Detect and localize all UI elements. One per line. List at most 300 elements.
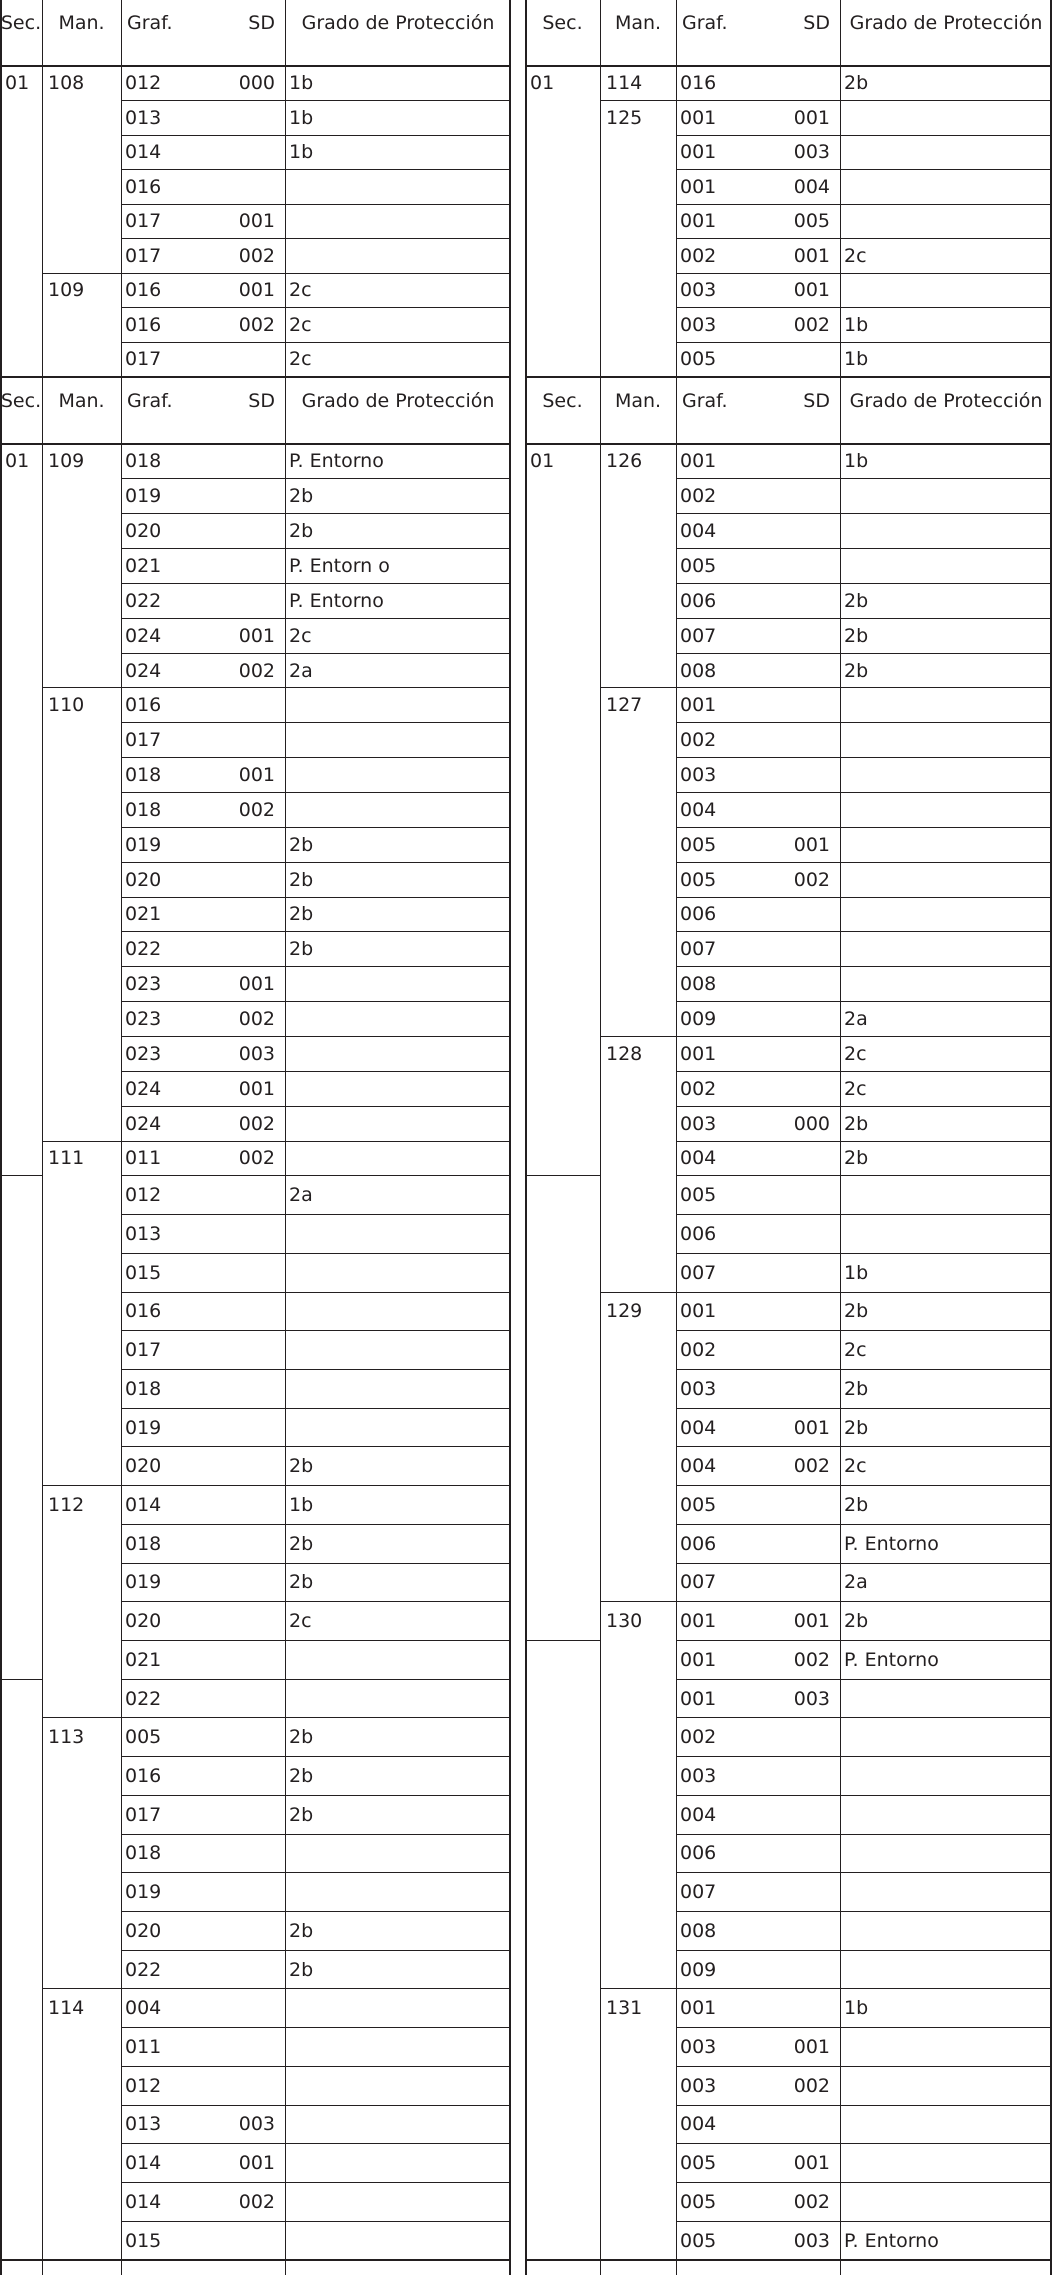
row-rule bbox=[676, 135, 1052, 136]
man-group-rule bbox=[600, 687, 676, 688]
graf-value: 003 bbox=[680, 1114, 717, 1134]
grado-value: 1b bbox=[844, 1263, 869, 1283]
row-rule bbox=[121, 2105, 511, 2106]
sd-value: 002 bbox=[793, 1457, 830, 1477]
row-rule bbox=[676, 1988, 1052, 1989]
row-rule bbox=[676, 548, 1052, 549]
row-rule bbox=[676, 1253, 1052, 1254]
row-rule bbox=[121, 792, 511, 793]
row-rule bbox=[121, 1911, 511, 1912]
graf-value: 002 bbox=[680, 1728, 717, 1748]
graf-value: 018 bbox=[125, 452, 162, 472]
sd-value: 001 bbox=[793, 246, 830, 266]
grado-value: 2c bbox=[844, 1457, 867, 1477]
grado-value: 2b bbox=[844, 1379, 869, 1399]
row-rule bbox=[676, 513, 1052, 514]
grado-value: P. Entorno bbox=[844, 1650, 939, 1670]
graf-value: 012 bbox=[125, 1186, 162, 1206]
graf-value: 019 bbox=[125, 487, 162, 507]
row-rule bbox=[121, 827, 511, 828]
graf-value: 016 bbox=[125, 1767, 162, 1786]
graf-value: 004 bbox=[680, 1457, 717, 1477]
man-group-rule bbox=[42, 687, 121, 688]
row-rule bbox=[676, 618, 1052, 619]
row-rule bbox=[121, 1214, 511, 1215]
man-value: 109 bbox=[48, 281, 85, 301]
grado-value: 2c bbox=[844, 1079, 867, 1099]
column-header-sec: Sec. bbox=[0, 12, 42, 34]
grado-value: 2b bbox=[844, 1302, 869, 1322]
graf-value: 020 bbox=[125, 522, 162, 542]
graf-value: 001 bbox=[680, 1302, 717, 1322]
man-value: 131 bbox=[606, 1999, 643, 2019]
man-value: 112 bbox=[48, 1495, 85, 1515]
grado-value: 2b bbox=[844, 591, 869, 611]
graf-value: 007 bbox=[680, 1263, 717, 1283]
graf-value: 001 bbox=[680, 1999, 717, 2019]
grado-value: 2b bbox=[844, 1114, 869, 1134]
row-rule bbox=[676, 1950, 1052, 1951]
row-rule bbox=[121, 2221, 511, 2222]
sd-value: 001 bbox=[238, 975, 275, 995]
sd-value: 002 bbox=[238, 246, 275, 266]
graf-value: 007 bbox=[680, 1573, 717, 1593]
row-rule bbox=[121, 1446, 511, 1447]
grado-value: 2b bbox=[289, 1534, 314, 1554]
graf-value: 016 bbox=[125, 696, 162, 716]
row-rule bbox=[676, 273, 1052, 274]
row-rule bbox=[676, 2027, 1052, 2028]
graf-value: 003 bbox=[680, 2076, 717, 2096]
column-border-left bbox=[525, 0, 527, 2275]
row-rule bbox=[676, 2182, 1052, 2183]
row-rule bbox=[676, 1292, 1052, 1293]
row-rule bbox=[121, 1106, 511, 1107]
grado-value: 2b bbox=[289, 487, 314, 507]
row-rule bbox=[121, 548, 511, 549]
man-value: 129 bbox=[606, 1302, 643, 1322]
header-rule bbox=[525, 65, 1052, 67]
sd-value: 002 bbox=[793, 1650, 830, 1670]
graf-value: 003 bbox=[680, 766, 717, 786]
grado-value: 2b bbox=[289, 1457, 314, 1477]
row-rule bbox=[121, 1640, 511, 1641]
row-rule bbox=[676, 583, 1052, 584]
man-group-rule bbox=[42, 273, 121, 274]
graf-value: 014 bbox=[125, 2154, 162, 2174]
grado-value: 2b bbox=[289, 1960, 314, 1980]
graf-value: 005 bbox=[680, 2231, 717, 2251]
man-value: 113 bbox=[48, 1728, 85, 1748]
sd-value: 002 bbox=[238, 1149, 275, 1169]
grado-value: 2c bbox=[289, 350, 312, 370]
man-group-rule bbox=[600, 1036, 676, 1037]
graf-value: 004 bbox=[680, 1418, 717, 1438]
grado-value: 2b bbox=[289, 1767, 314, 1786]
sd-value: 000 bbox=[238, 74, 275, 94]
sd-value: 001 bbox=[238, 1079, 275, 1099]
row-rule bbox=[676, 1369, 1052, 1370]
graf-value: 003 bbox=[680, 315, 717, 335]
row-rule bbox=[121, 1563, 511, 1564]
man-group-rule bbox=[600, 1292, 676, 1293]
graf-value: 006 bbox=[680, 1534, 717, 1554]
grado-value: 2c bbox=[844, 246, 867, 266]
row-rule bbox=[676, 1141, 1052, 1142]
row-rule bbox=[121, 204, 511, 205]
graf-value: 009 bbox=[680, 1010, 717, 1030]
row-rule bbox=[676, 722, 1052, 723]
graf-value: 002 bbox=[680, 1341, 717, 1361]
row-rule bbox=[121, 478, 511, 479]
man-group-rule bbox=[42, 1141, 121, 1142]
graf-value: 021 bbox=[125, 1650, 162, 1670]
sd-value: 003 bbox=[238, 2115, 275, 2135]
grado-value: 1b bbox=[844, 315, 869, 335]
graf-value: 017 bbox=[125, 1805, 162, 1825]
graf-value: 005 bbox=[680, 2154, 717, 2174]
grado-value: P. Entorno bbox=[844, 2231, 939, 2251]
column-header-sec: Sec. bbox=[542, 390, 583, 412]
sd-value: 001 bbox=[793, 835, 830, 855]
graf-value: 012 bbox=[125, 2076, 162, 2096]
row-rule bbox=[676, 1485, 1052, 1486]
row-rule bbox=[676, 1795, 1052, 1796]
grado-value: 2b bbox=[844, 74, 869, 94]
column-header-man: Man. bbox=[614, 390, 662, 412]
row-rule bbox=[121, 100, 511, 101]
row-rule bbox=[121, 583, 511, 584]
graf-value: 020 bbox=[125, 1612, 162, 1632]
row-rule bbox=[121, 1408, 511, 1409]
column-header-grado: Grado de Protección bbox=[301, 390, 495, 412]
row-rule bbox=[121, 1601, 511, 1602]
graf-value: 001 bbox=[680, 1612, 717, 1632]
graf-value: 020 bbox=[125, 1457, 162, 1477]
row-rule bbox=[676, 1175, 1052, 1176]
row-rule bbox=[121, 618, 511, 619]
row-rule bbox=[676, 1524, 1052, 1525]
graf-value: 005 bbox=[125, 1728, 162, 1748]
column-header-sd: SD bbox=[803, 14, 830, 33]
graf-value: 001 bbox=[680, 108, 717, 128]
row-rule bbox=[676, 1756, 1052, 1757]
graf-value: 007 bbox=[680, 626, 717, 646]
row-rule bbox=[121, 1756, 511, 1757]
row-rule bbox=[121, 1369, 511, 1370]
sd-value: 001 bbox=[793, 1612, 830, 1632]
man-group-rule bbox=[42, 1485, 121, 1486]
grado-value: 2c bbox=[289, 1612, 312, 1632]
graf-value: 016 bbox=[680, 74, 717, 94]
graf-value: 004 bbox=[125, 1999, 162, 2019]
grado-value: 2b bbox=[289, 522, 314, 542]
row-rule bbox=[676, 827, 1052, 828]
sd-value: 001 bbox=[793, 2154, 830, 2174]
graf-value: 011 bbox=[125, 1149, 162, 1169]
grado-value: 2c bbox=[289, 315, 312, 335]
grado-value: 2c bbox=[844, 1341, 867, 1361]
sd-value: 002 bbox=[793, 315, 830, 335]
graf-value: 020 bbox=[125, 870, 162, 890]
sd-value: 003 bbox=[238, 1044, 275, 1064]
row-rule bbox=[121, 2143, 511, 2144]
graf-value: 023 bbox=[125, 975, 162, 995]
row-rule bbox=[676, 100, 1052, 101]
graf-value: 017 bbox=[125, 1341, 162, 1361]
row-rule bbox=[676, 1834, 1052, 1835]
header-rule bbox=[525, 443, 1052, 445]
grado-value: 2a bbox=[844, 1010, 868, 1030]
sec-group-rule bbox=[525, 1640, 600, 1641]
sd-value: 003 bbox=[793, 1689, 830, 1709]
man-group-rule bbox=[600, 1601, 676, 1602]
graf-value: 002 bbox=[680, 246, 717, 266]
row-rule bbox=[676, 862, 1052, 863]
row-rule bbox=[676, 478, 1052, 479]
row-rule bbox=[121, 897, 511, 898]
graf-value: 006 bbox=[680, 1844, 717, 1864]
sd-value: 005 bbox=[793, 212, 830, 232]
row-rule bbox=[121, 1950, 511, 1951]
row-rule bbox=[676, 1872, 1052, 1873]
row-rule bbox=[676, 1330, 1052, 1331]
graf-value: 003 bbox=[680, 1767, 717, 1786]
sd-value: 001 bbox=[793, 108, 830, 128]
graf-value: 008 bbox=[680, 1921, 717, 1941]
column-header-grado: Grado de Protección bbox=[301, 12, 495, 34]
sec-man-divider bbox=[42, 0, 43, 2275]
row-rule bbox=[121, 1834, 511, 1835]
row-rule bbox=[121, 1524, 511, 1525]
row-rule bbox=[121, 307, 511, 308]
sd-value: 002 bbox=[238, 661, 275, 681]
graf-value: 005 bbox=[680, 870, 717, 890]
block-bottom-rule bbox=[525, 376, 1052, 378]
row-rule bbox=[676, 1408, 1052, 1409]
column-header-sec: Sec. bbox=[542, 12, 583, 34]
row-rule bbox=[676, 757, 1052, 758]
row-rule bbox=[676, 1036, 1052, 1037]
man-value: 127 bbox=[606, 696, 643, 716]
row-rule bbox=[121, 1253, 511, 1254]
grado-value: 2b bbox=[844, 1418, 869, 1438]
row-rule bbox=[121, 1485, 511, 1486]
graf-value: 019 bbox=[125, 1418, 162, 1438]
graf-value: 004 bbox=[680, 1805, 717, 1825]
column-header-sd: SD bbox=[248, 14, 275, 33]
sd-value: 002 bbox=[793, 2076, 830, 2096]
row-rule bbox=[121, 273, 511, 274]
sd-value: 001 bbox=[238, 281, 275, 301]
graf-value: 023 bbox=[125, 1010, 162, 1030]
row-rule bbox=[676, 342, 1052, 343]
row-rule bbox=[676, 1911, 1052, 1912]
row-rule bbox=[676, 1601, 1052, 1602]
grado-value: P. Entorno bbox=[289, 452, 384, 472]
grado-value: 2a bbox=[289, 661, 313, 681]
column-header-graf: Graf. bbox=[682, 392, 728, 411]
grado-value: 1b bbox=[289, 1495, 314, 1515]
graf-value: 005 bbox=[680, 835, 717, 855]
graf-value: 005 bbox=[680, 350, 717, 370]
graf-value: 024 bbox=[125, 626, 162, 646]
grado-value: 2b bbox=[289, 940, 314, 960]
graf-value: 014 bbox=[125, 143, 162, 163]
row-rule bbox=[676, 1001, 1052, 1002]
sd-value: 002 bbox=[238, 1010, 275, 1030]
sec-group-rule bbox=[0, 1679, 42, 1680]
graf-value: 016 bbox=[125, 1302, 162, 1322]
graf-value: 018 bbox=[125, 1379, 162, 1399]
row-rule bbox=[121, 2066, 511, 2067]
graf-value: 022 bbox=[125, 1960, 162, 1980]
graf-value: 023 bbox=[125, 1044, 162, 1064]
row-rule bbox=[121, 1988, 511, 1989]
graf-value: 002 bbox=[680, 731, 717, 751]
row-rule bbox=[676, 1640, 1052, 1641]
row-rule bbox=[121, 1795, 511, 1796]
sd-value: 001 bbox=[238, 212, 275, 232]
row-rule bbox=[676, 2105, 1052, 2106]
row-rule bbox=[676, 1106, 1052, 1107]
grado-value: 2b bbox=[844, 1149, 869, 1169]
header-rule bbox=[0, 65, 511, 67]
sd-value: 002 bbox=[793, 2192, 830, 2212]
row-rule bbox=[121, 1717, 511, 1718]
graf-value: 003 bbox=[680, 1379, 717, 1399]
row-rule bbox=[121, 1001, 511, 1002]
graf-value: 018 bbox=[125, 1844, 162, 1864]
graf-value: 001 bbox=[680, 212, 717, 232]
column-header-man: Man. bbox=[58, 390, 105, 412]
graf-value: 007 bbox=[680, 1883, 717, 1903]
graf-value: 008 bbox=[680, 661, 717, 681]
sd-value: 002 bbox=[793, 870, 830, 890]
grado-value: 2a bbox=[844, 1573, 868, 1593]
graf-value: 019 bbox=[125, 1883, 162, 1903]
block-bottom-rule bbox=[0, 376, 511, 378]
row-rule bbox=[121, 169, 511, 170]
graf-value: 024 bbox=[125, 1114, 162, 1134]
row-rule bbox=[676, 931, 1052, 932]
graf-value: 012 bbox=[125, 74, 162, 94]
column-border-left bbox=[0, 0, 2, 2275]
graf-value: 019 bbox=[125, 835, 162, 855]
row-rule bbox=[676, 897, 1052, 898]
row-rule bbox=[676, 966, 1052, 967]
graf-value: 021 bbox=[125, 905, 162, 925]
sec-value: 01 bbox=[5, 74, 30, 94]
graf-value: 019 bbox=[125, 1573, 162, 1593]
row-rule bbox=[121, 1679, 511, 1680]
row-rule bbox=[676, 1679, 1052, 1680]
grado-value: 2b bbox=[289, 835, 314, 855]
man-group-rule bbox=[42, 1988, 121, 1989]
graf-value: 001 bbox=[680, 452, 717, 472]
grado-value: 2b bbox=[289, 1805, 314, 1825]
graf-value: 001 bbox=[680, 1689, 717, 1709]
column-header-grado: Grado de Protección bbox=[849, 12, 1043, 34]
graf-value: 005 bbox=[680, 1186, 717, 1206]
row-rule bbox=[121, 135, 511, 136]
row-rule bbox=[676, 238, 1052, 239]
man-value: 111 bbox=[48, 1149, 85, 1169]
column-header-sd: SD bbox=[803, 392, 830, 411]
graf-value: 020 bbox=[125, 1921, 162, 1941]
grado-value: 2c bbox=[289, 281, 312, 301]
grado-value: 1b bbox=[844, 350, 869, 370]
sd-value: 003 bbox=[793, 143, 830, 163]
row-rule bbox=[676, 1446, 1052, 1447]
grado-value: 1b bbox=[289, 74, 314, 94]
row-rule bbox=[121, 687, 511, 688]
row-rule bbox=[676, 169, 1052, 170]
sd-value: 002 bbox=[238, 315, 275, 335]
graf-value: 005 bbox=[680, 556, 717, 576]
graf-value: 004 bbox=[680, 1149, 717, 1169]
graf-value: 001 bbox=[680, 1044, 717, 1064]
sd-value: 004 bbox=[793, 177, 830, 197]
grado-value: 2b bbox=[844, 1495, 869, 1515]
graf-value: 005 bbox=[680, 2192, 717, 2212]
graf-value: 022 bbox=[125, 1689, 162, 1709]
sd-value: 001 bbox=[238, 766, 275, 786]
man-value: 108 bbox=[48, 74, 85, 94]
row-rule bbox=[121, 1175, 511, 1176]
man-value: 130 bbox=[606, 1612, 643, 1632]
sec-value: 01 bbox=[530, 452, 555, 472]
row-rule bbox=[676, 1563, 1052, 1564]
graf-value: 013 bbox=[125, 2115, 162, 2135]
graf-value: 004 bbox=[680, 2115, 717, 2135]
man-value: 114 bbox=[606, 74, 643, 94]
graf-value: 002 bbox=[680, 487, 717, 507]
sec-man-divider bbox=[600, 0, 601, 2275]
grado-value: P. Entorno bbox=[844, 1534, 939, 1554]
column-header-grado: Grado de Protección bbox=[849, 390, 1043, 412]
row-rule bbox=[676, 307, 1052, 308]
sec-group-rule bbox=[0, 1175, 42, 1176]
graf-value: 018 bbox=[125, 1534, 162, 1554]
man-value: 110 bbox=[48, 696, 85, 716]
graf-value: 024 bbox=[125, 1079, 162, 1099]
column-header-graf: Graf. bbox=[682, 14, 728, 33]
man-group-rule bbox=[42, 1717, 121, 1718]
column-header-sd: SD bbox=[248, 392, 275, 411]
grado-value: 2b bbox=[289, 870, 314, 890]
grado-value: 2b bbox=[289, 1573, 314, 1593]
graf-value: 024 bbox=[125, 661, 162, 681]
row-rule bbox=[676, 792, 1052, 793]
man-value: 125 bbox=[606, 108, 643, 128]
sd-value: 002 bbox=[238, 800, 275, 820]
graf-value: 021 bbox=[125, 556, 162, 576]
graf-value: 003 bbox=[680, 281, 717, 301]
graf-value: 003 bbox=[680, 2038, 717, 2058]
row-rule bbox=[121, 931, 511, 932]
graf-value: 014 bbox=[125, 2192, 162, 2212]
row-rule bbox=[121, 1872, 511, 1873]
sd-value: 003 bbox=[793, 2231, 830, 2251]
row-rule bbox=[676, 1717, 1052, 1718]
row-rule bbox=[121, 966, 511, 967]
graf-value: 017 bbox=[125, 246, 162, 266]
grado-value: 2b bbox=[289, 1921, 314, 1941]
graf-value: 014 bbox=[125, 1495, 162, 1515]
graf-value: 015 bbox=[125, 2231, 162, 2251]
grado-value: 2b bbox=[289, 905, 314, 925]
